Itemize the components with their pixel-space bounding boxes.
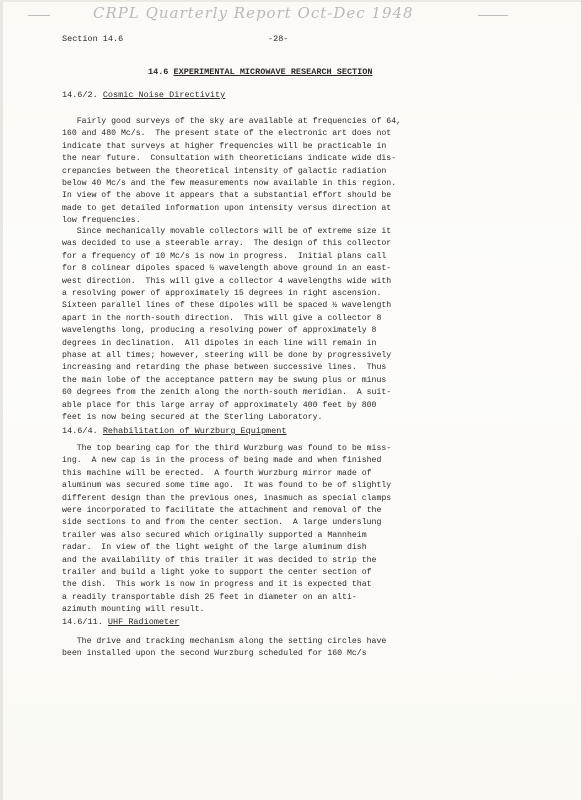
- heading-text: Rehabilitation of Wurzburg Equipment: [102, 426, 287, 436]
- page-edge-shadow: [0, 0, 3, 800]
- section-heading-uhf-radiometer: [62, 617, 179, 627]
- page-number: -28-: [268, 34, 289, 44]
- page-title: [148, 67, 372, 77]
- title-number: 14.6: [148, 67, 169, 77]
- paragraph-cosmic-noise-2: Since mechanically movable collectors will be of extreme size it was decided to use a steerable array. The design of this collector for a frequency of 10 Mc/s is now in progress. Initial plans call for 8 colinear dipoles spaced ½ wavelength above ground in an east- west direction. This will give a collector 4 wavelengths wide with a resolving power of approximately 15 degrees in right ascension. Sixteen parallel lines of these dipoles will be spaced ½ wavelength apart in the north-south direction. This will give a collector 8 wavelengths long, producing a resolving power of approximately 8 degrees in declination. All dipoles in each line will remain in phase at all times; however, steering will be done by progressively increasing and retarding the phase between successive lines. Thus the main lobe of the acceptance pattern may be swung plus or minus 60 degrees from the zenith along the north-south meridian. A suit- able place for this large array of approximately 400 feet by 800 feet is now being secured at the Sterling Laboratory.: [62, 227, 392, 423]
- page-top-edge: [0, 0, 581, 2]
- heading-text: UHF Radiometer: [107, 617, 180, 627]
- heading-number: 14.6/2.: [62, 90, 98, 100]
- paragraph-wurzburg: The top bearing cap for the third Wurzburg was found to be miss- ing. A new cap is in the process of being made and when finished this machine will be erected. A fourth Wurzburg mirror made of aluminum was secured some time ago. It was found to be of slightly different design than the previous ones, inasmuch as special clamps were incorporated to facilitate the attachment and removal of the side sections to and from the center section. A large underslung trailer was also secured which originally supported a Mannheim radar. In view of the light weight of the large aluminum dish and the availability of this trailer it was decided to strip the trailer and build a light yoke to support the center section of the dish. This work is now in progress and it is expected that a readily transportable dish 25 feet in diameter on an alti- azimuth mounting will result.: [62, 444, 392, 615]
- pencil-dash-right: [478, 15, 508, 16]
- pencil-dash-left: [28, 15, 50, 16]
- heading-number: 14.6/4.: [62, 426, 98, 436]
- section-heading-cosmic-noise: [62, 90, 225, 100]
- paragraph-uhf-radiometer: The drive and tracking mechanism along the setting circles have been installed upon the second Wurzburg scheduled for 160 Mc/s: [62, 637, 387, 659]
- title-text: EXPERIMENTAL MICROWAVE RESEARCH SECTION: [173, 67, 373, 77]
- paragraph-cosmic-noise-1: Fairly good surveys of the sky are available at frequencies of 64, 160 and 480 Mc/s. The present state of the electronic art does not indicate that surveys at higher frequencies will be practicable in the near future. Consultation with theoreticians indicate wide dis- crepancies between the theoretical intensity of galactic radiation below 40 Mc/s and the few measurements now available in this region. In view of the above it appears that a substantial effort should be made to get detailed information upon intensity versus direction at low frequencies.: [62, 117, 402, 226]
- heading-number: 14.6/11.: [62, 617, 103, 627]
- heading-text: Cosmic Noise Directivity: [102, 90, 226, 100]
- handwritten-note: CRPL Quarterly Report Oct-Dec 1948: [93, 4, 414, 22]
- section-label: Section 14.6: [62, 34, 124, 44]
- section-heading-wurzburg: [62, 426, 286, 436]
